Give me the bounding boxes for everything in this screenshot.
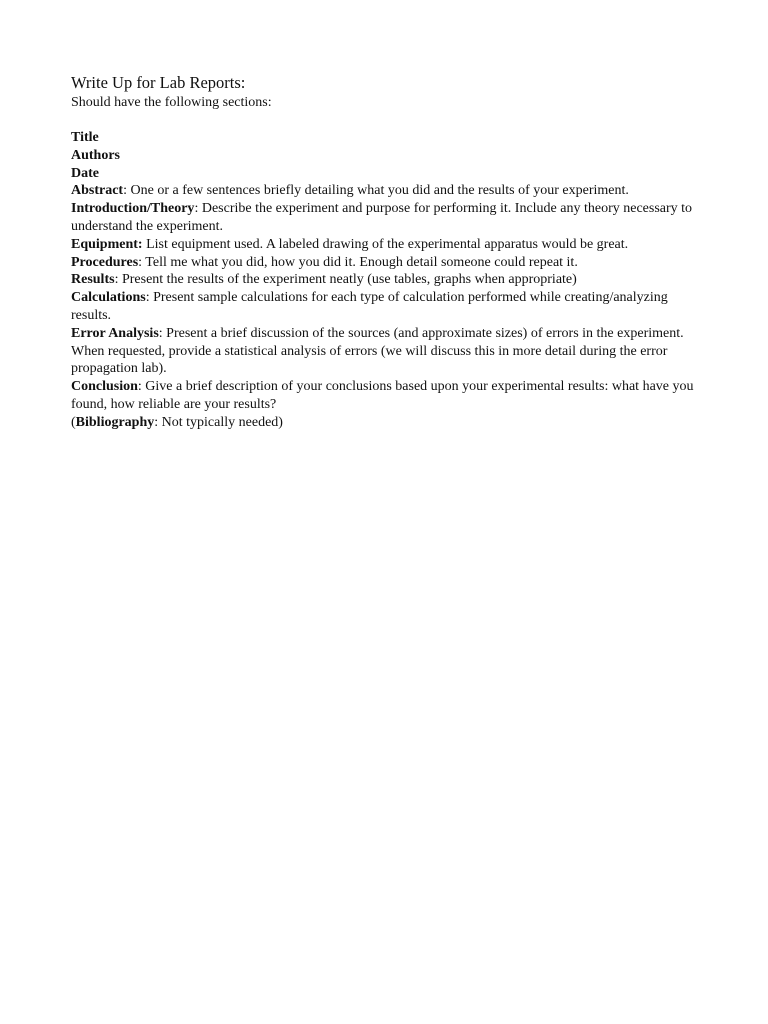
section-label: Bibliography xyxy=(75,414,155,430)
section-label: Conclusion xyxy=(71,379,138,395)
section-label: Equipment: xyxy=(71,236,143,252)
section-calculations xyxy=(71,289,711,325)
section-bibliography xyxy=(71,414,711,432)
section-list xyxy=(71,129,711,432)
section-label: Results xyxy=(71,272,115,288)
section-results xyxy=(71,271,711,289)
section-open: ( xyxy=(71,414,76,430)
section-conclusion xyxy=(71,378,711,414)
section-close: ) xyxy=(278,414,283,430)
intro-line: Should have the following sections: xyxy=(71,95,272,110)
section-abstract xyxy=(71,182,711,200)
section-text: : Present the results of the experiment neatly (use tables, graphs when appropriate) xyxy=(114,272,577,288)
section-equipment xyxy=(71,236,711,254)
section-label: Authors xyxy=(71,147,121,163)
document-title: Write Up for Lab Reports: xyxy=(71,73,246,92)
section-text: : Describe the experiment and purpose for performing it. Include any theory necessary to understand the experiment. xyxy=(71,201,693,234)
section-text: : One or a few sentences briefly detailing what you did and the results of your experiment. xyxy=(123,183,629,199)
section-title xyxy=(71,129,711,147)
section-label: Introduction/Theory xyxy=(71,201,195,217)
section-procedures xyxy=(71,254,711,272)
section-label: Title xyxy=(71,130,99,145)
section-text: : Not typically needed xyxy=(154,414,279,430)
section-label: Date xyxy=(71,165,99,181)
section-label: Calculations xyxy=(71,290,146,306)
section-text: : Present a brief discussion of the sources (and approximate sizes) of errors in the experiment. When requested, provide a statistical analysis of errors (we will discuss this in more detail during the error propagation lab). xyxy=(71,325,684,377)
section-introduction-theory xyxy=(71,200,711,236)
section-date xyxy=(71,165,711,183)
section-label: Procedures xyxy=(71,254,139,270)
section-text: List equipment used. A labeled drawing of the experimental apparatus would be great. xyxy=(142,236,629,252)
section-label: Error Analysis xyxy=(71,325,159,341)
section-text: : Present sample calculations for each type of calculation performed while creating/analyzing results. xyxy=(71,290,668,323)
section-text: : Give a brief description of your conclusions based upon your experimental results: what have you found, how reliable are your results? xyxy=(71,379,694,412)
section-label: Abstract xyxy=(71,183,124,199)
document-page xyxy=(71,73,711,432)
section-error-analysis xyxy=(71,325,711,378)
section-authors xyxy=(71,147,711,165)
section-text: : Tell me what you did, how you did it. Enough detail someone could repeat it. xyxy=(138,254,578,270)
